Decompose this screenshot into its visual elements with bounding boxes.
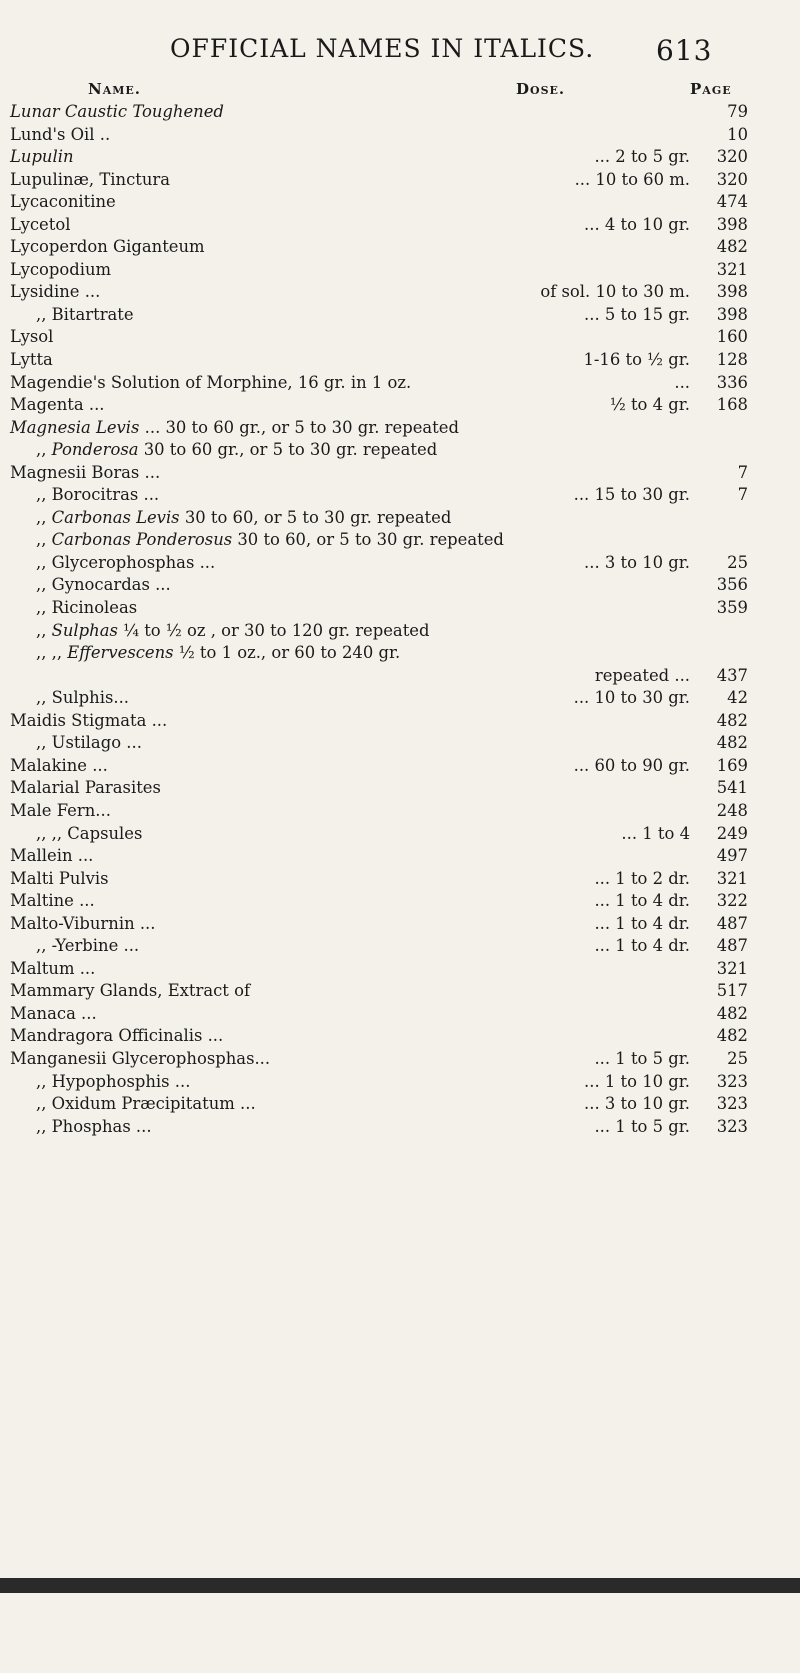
row-dose: ... 10 to 60 m. <box>574 169 690 189</box>
row-dose: ½ to 4 gr. <box>609 395 690 415</box>
table-row <box>0 800 800 823</box>
column-header-dose: Dose. <box>516 80 566 98</box>
row-page: 321 <box>716 259 748 279</box>
table-row <box>0 845 800 868</box>
row-page: 336 <box>716 372 748 392</box>
row-full-text: ,, Sulphas ¼ to ½ oz , or 30 to 120 gr. repeated <box>36 620 430 640</box>
row-dose: ... 5 to 15 gr. <box>584 304 690 324</box>
row-page: 169 <box>716 755 748 775</box>
row-page: 7 <box>737 462 748 482</box>
row-page: 398 <box>716 214 748 234</box>
row-dose: ... 1 to 5 gr. <box>594 1048 690 1068</box>
row-dose: of sol. 10 to 30 m. <box>540 282 690 302</box>
row-dose: ... 1 to 2 dr. <box>594 868 690 888</box>
row-name: ,, Borocitras ... <box>36 485 160 505</box>
table-row <box>0 417 800 440</box>
row-name: Lycetol <box>10 214 71 234</box>
row-page: 320 <box>716 147 748 167</box>
row-page: 323 <box>716 1071 748 1091</box>
row-name: Maltum ... <box>10 958 96 978</box>
row-full-text: ,, ,, Effervescens ½ to 1 oz., or 60 to 240 gr. <box>36 643 401 663</box>
row-full-text: ,, Carbonas Levis 30 to 60, or 5 to 30 gr. repeated <box>36 507 452 527</box>
table-row <box>0 146 800 169</box>
table-row <box>0 124 800 147</box>
row-dose: ... 3 to 10 gr. <box>584 1094 690 1114</box>
page-bottom-edge <box>0 1578 800 1593</box>
table-row <box>0 1116 800 1139</box>
table-row <box>0 958 800 981</box>
row-name: Lycopodium <box>10 259 112 279</box>
row-page: 248 <box>716 800 748 820</box>
index-table <box>0 101 800 1138</box>
table-row <box>0 732 800 755</box>
table-row <box>0 890 800 913</box>
row-dose: ... 60 to 90 gr. <box>573 755 690 775</box>
row-name: Lupulin <box>10 147 74 167</box>
row-name: Lund's Oil .. <box>10 124 111 144</box>
table-row <box>0 101 800 124</box>
row-page: 321 <box>716 868 748 888</box>
row-name: Lytta <box>10 350 53 370</box>
table-row <box>0 507 800 530</box>
row-dose: ... 1 to 4 dr. <box>594 913 690 933</box>
row-name: Malakine ... <box>10 755 108 775</box>
table-row <box>0 191 800 214</box>
row-page: 249 <box>716 823 748 843</box>
row-name: ,, Gynocardas ... <box>36 575 171 595</box>
table-row <box>0 169 800 192</box>
row-page: 128 <box>716 350 748 370</box>
row-name: Magnesii Boras ... <box>10 462 161 482</box>
table-row <box>0 372 800 395</box>
table-row <box>0 349 800 372</box>
row-dose: ... 1 to 4 <box>621 823 690 843</box>
row-full-text: ,, Ponderosa 30 to 60 gr., or 5 to 30 gr. repeated <box>36 440 438 460</box>
row-name: Magenta ... <box>10 395 105 415</box>
table-row <box>0 597 800 620</box>
row-page: 482 <box>716 710 748 730</box>
table-row <box>0 620 800 643</box>
row-page: 482 <box>716 1026 748 1046</box>
table-row <box>0 462 800 485</box>
table-row <box>0 687 800 710</box>
row-name: ,, -Yerbine ... <box>36 936 140 956</box>
table-row <box>0 980 800 1003</box>
table-row <box>0 236 800 259</box>
row-name: ,, Bitartrate <box>36 304 134 324</box>
row-page: 398 <box>716 304 748 324</box>
row-dose: ... 1 to 10 gr. <box>584 1071 690 1091</box>
row-page: 398 <box>716 282 748 302</box>
row-page: 160 <box>716 327 748 347</box>
row-dose: ... 15 to 30 gr. <box>573 485 690 505</box>
row-page: 482 <box>716 1003 748 1023</box>
table-row <box>0 710 800 733</box>
table-row <box>0 529 800 552</box>
row-name: Lupulinæ, Tinctura <box>10 169 171 189</box>
table-row <box>0 1003 800 1026</box>
page-number: 613 <box>656 34 713 67</box>
row-dose: ... 2 to 5 gr. <box>594 147 690 167</box>
row-page: 79 <box>727 102 748 121</box>
page-title: OFFICIAL NAMES IN ITALICS. <box>170 34 595 63</box>
row-page: 321 <box>716 958 748 978</box>
row-name: Lysidine ... <box>10 282 101 302</box>
row-page: 168 <box>716 395 748 415</box>
row-page: 482 <box>716 237 748 257</box>
table-row <box>0 1071 800 1094</box>
row-page: 356 <box>716 575 748 595</box>
row-dose: ... 1 to 4 dr. <box>594 936 690 956</box>
row-page: 474 <box>716 192 748 212</box>
table-row <box>0 214 800 237</box>
row-name: Lycoperdon Giganteum <box>10 237 205 257</box>
row-name: Malto-Viburnin ... <box>10 913 156 933</box>
table-row <box>0 394 800 417</box>
row-name: Mandragora Officinalis ... <box>10 1026 224 1046</box>
row-name: ,, ,, Capsules <box>36 823 143 843</box>
row-dose: repeated ... <box>594 665 690 685</box>
row-full-text: Magnesia Levis ... 30 to 60 gr., or 5 to 30 gr. repeated <box>10 417 459 437</box>
row-dose: ... 4 to 10 gr. <box>584 214 690 234</box>
row-page: 10 <box>727 124 748 144</box>
row-page: 323 <box>716 1094 748 1114</box>
row-name: ,, Hypophosphis ... <box>36 1071 191 1091</box>
row-name: Lysol <box>10 327 54 347</box>
table-row <box>0 935 800 958</box>
table-row <box>0 642 800 665</box>
table-row <box>0 259 800 282</box>
table-row <box>0 574 800 597</box>
column-header-name: Name. <box>88 80 142 98</box>
row-page: 517 <box>716 981 748 1001</box>
row-page: 437 <box>716 665 748 685</box>
row-dose: ... 1 to 5 gr. <box>594 1116 690 1136</box>
table-row <box>0 777 800 800</box>
table-row <box>0 281 800 304</box>
row-page: 7 <box>737 485 748 505</box>
row-dose: 1-16 to ½ gr. <box>583 350 690 370</box>
row-page: 25 <box>727 1048 748 1068</box>
row-name: ,, Ricinoleas <box>36 598 138 618</box>
row-dose: ... <box>674 372 690 392</box>
row-page: 322 <box>716 891 748 911</box>
table-row <box>0 439 800 462</box>
row-name: ,, Phosphas ... <box>36 1116 152 1136</box>
table-row <box>0 1048 800 1071</box>
row-name: Magendie's Solution of Morphine, 16 gr. in 1 oz. <box>10 372 412 392</box>
row-name: Manganesii Glycerophosphas... <box>10 1048 271 1068</box>
table-row <box>0 552 800 575</box>
column-header-page: Page <box>690 80 732 98</box>
row-page: 320 <box>716 169 748 189</box>
row-page: 487 <box>716 936 748 956</box>
row-full-text: ,, Carbonas Ponderosus 30 to 60, or 5 to 30 gr. repeated <box>36 530 504 550</box>
row-name: Male Fern... <box>10 800 111 820</box>
row-dose: ... 1 to 4 dr. <box>594 891 690 911</box>
table-row <box>0 868 800 891</box>
row-name: Maidis Stigmata ... <box>10 710 168 730</box>
table-row <box>0 484 800 507</box>
row-page: 541 <box>716 778 748 798</box>
table-row <box>0 1093 800 1116</box>
row-name: Lycaconitine <box>10 192 116 212</box>
row-name: Malarial Parasites <box>10 778 161 798</box>
row-name: ,, Sulphis... <box>36 688 129 708</box>
row-page: 323 <box>716 1116 748 1136</box>
row-page: 487 <box>716 913 748 933</box>
row-name: ,, Glycerophosphas ... <box>36 552 216 572</box>
table-row <box>0 304 800 327</box>
row-page: 42 <box>727 688 748 708</box>
row-page: 359 <box>716 598 748 618</box>
row-page: 497 <box>716 846 748 866</box>
row-page: 482 <box>716 733 748 753</box>
row-name: Mammary Glands, Extract of <box>10 981 251 1001</box>
table-row <box>0 823 800 846</box>
row-name: Maltine ... <box>10 891 95 911</box>
row-name: Malti Pulvis <box>10 868 109 888</box>
table-row <box>0 665 800 688</box>
row-name: ,, Ustilago ... <box>36 733 142 753</box>
row-dose: ... 10 to 30 gr. <box>573 688 690 708</box>
row-name: Lunar Caustic Toughened <box>10 102 224 121</box>
table-row <box>0 913 800 936</box>
table-row <box>0 1025 800 1048</box>
row-dose: ... 3 to 10 gr. <box>584 552 690 572</box>
table-row <box>0 755 800 778</box>
row-name: Mallein ... <box>10 846 94 866</box>
row-name: ,, Oxidum Præcipitatum ... <box>36 1094 256 1114</box>
row-name: Manaca ... <box>10 1003 97 1023</box>
row-page: 25 <box>727 552 748 572</box>
table-row <box>0 326 800 349</box>
